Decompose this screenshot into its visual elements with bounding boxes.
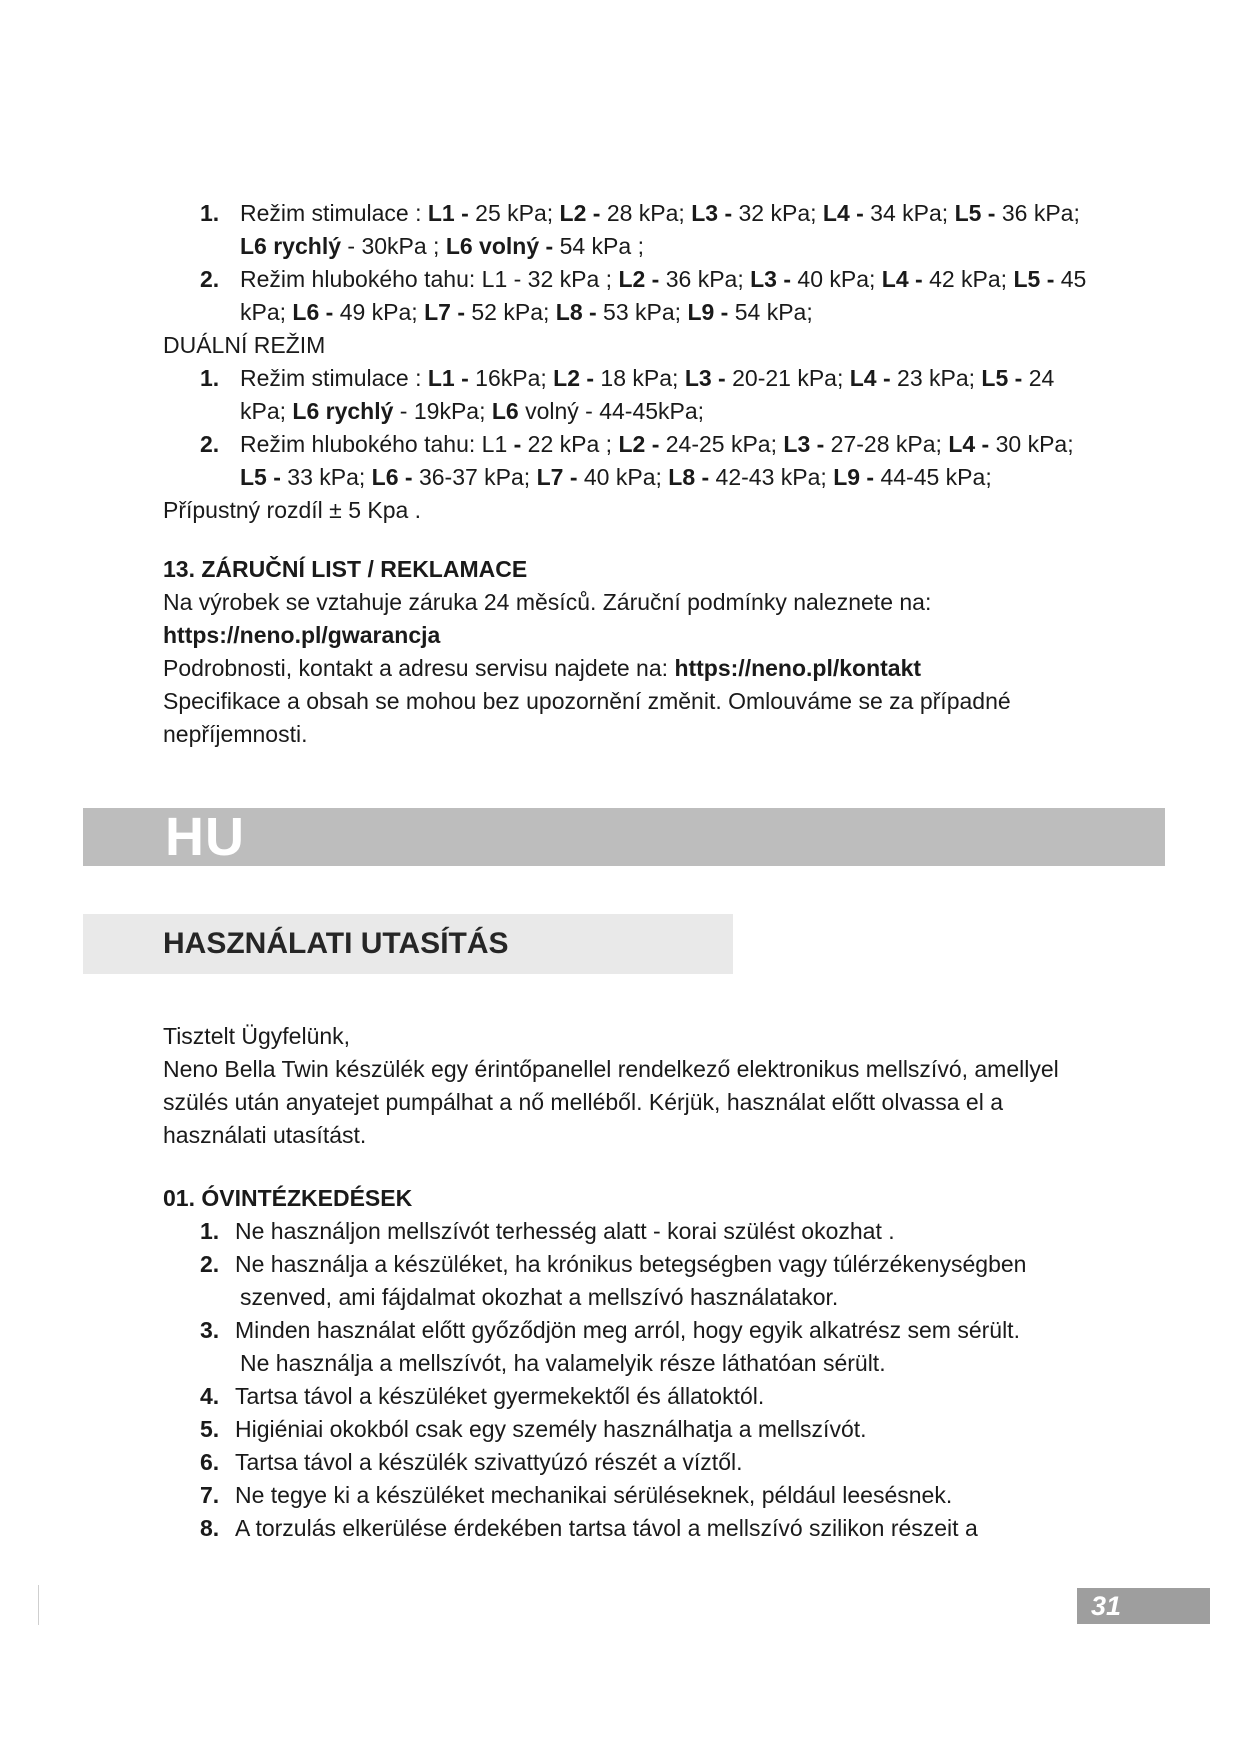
list-item <box>163 362 1093 428</box>
precaution-item <box>163 1248 1093 1314</box>
precaution-text: Higiéniai okokból csak egy személy használhatja a mellszívót. <box>235 1416 867 1442</box>
greeting: Tisztelt Ügyfelünk, <box>163 1023 351 1049</box>
level-label: L3 - <box>750 266 792 292</box>
contact-text: Podrobnosti, kontakt a adresu servisu najdete na: <box>163 655 675 681</box>
level-label: L9 - <box>687 299 729 325</box>
list-text: 32 kPa; <box>732 200 823 226</box>
list-number: 2. <box>200 1251 220 1277</box>
precaution-item <box>163 1479 1093 1512</box>
list-text: 18 kPa; <box>594 365 685 391</box>
list-text: 42 kPa; <box>922 266 1014 292</box>
page-number: 31 <box>1091 1591 1122 1621</box>
precaution-text: Ne tegye ki a készüléket mechanikai sérüléseknek, például leesésnek. <box>235 1482 953 1508</box>
contact-line <box>163 652 1093 685</box>
level-label: L8 - <box>555 299 597 325</box>
list-number: 7. <box>200 1482 220 1508</box>
list-item <box>163 263 1093 329</box>
list-text: 42-43 kPa; <box>709 464 834 490</box>
level-label: L2 - <box>553 365 595 391</box>
disclaimer-text: Specifikace a obsah se mohou bez upozornění změnit. Omlouváme se za případné nepříjemnosti. <box>163 688 1011 747</box>
precaution-item <box>163 1512 1093 1545</box>
level-label: L2 - <box>618 431 660 457</box>
page-title: HASZNÁLATI UTASÍTÁS <box>163 927 509 960</box>
level-label: L9 - <box>833 464 875 490</box>
list-text: 16kPa; <box>468 365 554 391</box>
list-number: 5. <box>200 1416 220 1442</box>
normal-mode-list <box>163 197 1093 329</box>
list-text: 40 kPa; <box>577 464 669 490</box>
level-label: L7 - <box>424 299 465 325</box>
list-text: 34 kPa; <box>863 200 955 226</box>
level-label: L3 - <box>684 365 726 391</box>
list-text: 53 kPa; <box>596 299 688 325</box>
list-text: Režim hlubokého tahu: L1 <box>240 431 514 457</box>
precaution-text: Tartsa távol a készüléket gyermekektől és állatoktól. <box>235 1383 765 1409</box>
level-label: L4 - <box>948 431 990 457</box>
level-label: L6 volný - <box>445 233 554 259</box>
list-text: 27-28 kPa; <box>824 431 949 457</box>
level-label: L4 - <box>822 200 864 226</box>
level-label: L4 - <box>849 365 891 391</box>
list-text: 20-21 kPa; <box>725 365 850 391</box>
level-label: L8 - <box>668 464 710 490</box>
list-text: 36 kPa; <box>995 200 1080 226</box>
level-label: L7 - <box>536 464 578 490</box>
list-number: 1. <box>200 1218 220 1244</box>
tolerance-text: Přípustný rozdíl ± 5 Kpa . <box>163 497 422 523</box>
level-label: L3 - <box>691 200 733 226</box>
cz-pressure-section <box>163 197 1093 527</box>
warranty-text: Na výrobek se vztahuje záruka 24 měsíců. Záruční podmínky naleznete na: <box>163 589 932 615</box>
list-number: 6. <box>200 1449 220 1475</box>
precaution-item <box>163 1380 1093 1413</box>
list-text: 40 kPa; <box>791 266 882 292</box>
list-text: 49 kPa; <box>333 299 425 325</box>
list-text: 36-37 kPa; <box>412 464 537 490</box>
level-label: L4 - <box>881 266 923 292</box>
list-text: 36 kPa; <box>659 266 751 292</box>
list-item <box>163 428 1093 494</box>
precaution-text: A torzulás elkerülése érdekében tartsa távol a mellszívó szilikon részeit a <box>235 1515 978 1541</box>
language-band-label: HU <box>165 807 245 867</box>
list-text: 33 kPa; <box>280 464 372 490</box>
level-label: L5 - <box>981 365 1023 391</box>
list-number: 3. <box>200 1317 220 1343</box>
level-label: L6 rychlý <box>240 233 341 259</box>
hu-intro <box>163 1020 1083 1152</box>
list-text: 30 kPa; <box>989 431 1074 457</box>
precaution-text: Minden használat előtt győződjön meg arról, hogy egyik alkatrész sem sérült. <box>235 1317 1020 1343</box>
level-label: L1 - <box>427 200 469 226</box>
precaution-text-continued: Ne használja a mellszívót, ha valamelyik része láthatóan sérült. <box>240 1350 886 1376</box>
list-number: 1. <box>200 365 220 391</box>
precautions-section <box>163 1182 1093 1545</box>
level-label: L6 rychlý <box>292 398 394 424</box>
language-band <box>83 808 1165 866</box>
precaution-text: Ne használja a készüléket, ha krónikus betegségben vagy túlérzékenységben <box>235 1251 1027 1277</box>
list-text: 52 kPa; <box>464 299 556 325</box>
list-text: - 30kPa ; <box>341 233 446 259</box>
level-label: L6 - <box>371 464 413 490</box>
precaution-item <box>163 1314 1093 1380</box>
precaution-text: Ne használjon mellszívót terhesség alatt - korai szülést okozhat . <box>235 1218 895 1244</box>
level-label: L5 - <box>1013 266 1055 292</box>
level-label: L6 <box>491 398 519 424</box>
dual-mode-heading: DUÁLNÍ REŽIM <box>163 332 326 358</box>
dual-mode-list <box>163 362 1093 494</box>
level-label: L2 - <box>618 266 660 292</box>
list-number: 8. <box>200 1515 220 1541</box>
list-number: 4. <box>200 1383 220 1409</box>
precautions-list <box>163 1215 1093 1545</box>
warranty-heading: 13. ZÁRUČNÍ LIST / REKLAMACE <box>163 556 528 582</box>
list-text: 25 kPa; <box>468 200 560 226</box>
list-number: 2. <box>200 266 220 292</box>
level-label: L5 - <box>954 200 996 226</box>
precautions-heading: 01. ÓVINTÉZKEDÉSEK <box>163 1185 413 1211</box>
list-text: 22 kPa ; <box>521 431 619 457</box>
list-text: 24 kPa; <box>240 365 1055 424</box>
list-text: 24-25 kPa; <box>659 431 784 457</box>
list-text: Režim stimulace : <box>240 200 428 226</box>
margin-rule <box>38 1585 39 1625</box>
level-label: L6 - <box>292 299 334 325</box>
list-text: 28 kPa; <box>600 200 692 226</box>
precaution-text-continued: szenved, ami fájdalmat okozhat a mellszívó használatakor. <box>240 1284 839 1310</box>
list-text: 45 kPa; <box>240 266 1087 325</box>
list-text: 44-45 kPa; <box>874 464 992 490</box>
level-label: L1 - <box>427 365 469 391</box>
warranty-section <box>163 553 1093 751</box>
list-item <box>163 197 1093 263</box>
level-label: - <box>513 431 522 457</box>
warranty-link[interactable]: https://neno.pl/gwarancja <box>163 622 441 648</box>
list-text: volný - 44-45kPa; <box>518 398 705 424</box>
contact-link[interactable]: https://neno.pl/kontakt <box>674 655 922 681</box>
precaution-text: Tartsa távol a készülék szivattyúzó részét a víztől. <box>235 1449 743 1475</box>
list-text: Režim hlubokého tahu: L1 - 32 kPa ; <box>240 266 619 292</box>
precaution-item <box>163 1446 1093 1479</box>
precaution-item <box>163 1413 1093 1446</box>
list-text: 54 kPa; <box>728 299 813 325</box>
intro-text: Neno Bella Twin készülék egy érintőpanellel rendelkező elektronikus mellszívó, amellyel szülés után anyatejet pumpálhat a nő melléből. Kérjük, használat előtt olvassa el a használati utasítást. <box>163 1056 1059 1148</box>
level-label: L3 - <box>783 431 825 457</box>
list-text: Režim stimulace : <box>240 365 428 391</box>
list-text: 23 kPa; <box>890 365 982 391</box>
list-text: 54 kPa ; <box>553 233 644 259</box>
list-text: - 19kPa; <box>393 398 492 424</box>
level-label: L2 - <box>559 200 601 226</box>
precaution-item <box>163 1215 1093 1248</box>
list-number: 2. <box>200 431 220 457</box>
list-number: 1. <box>200 200 220 226</box>
level-label: L5 - <box>240 464 281 490</box>
